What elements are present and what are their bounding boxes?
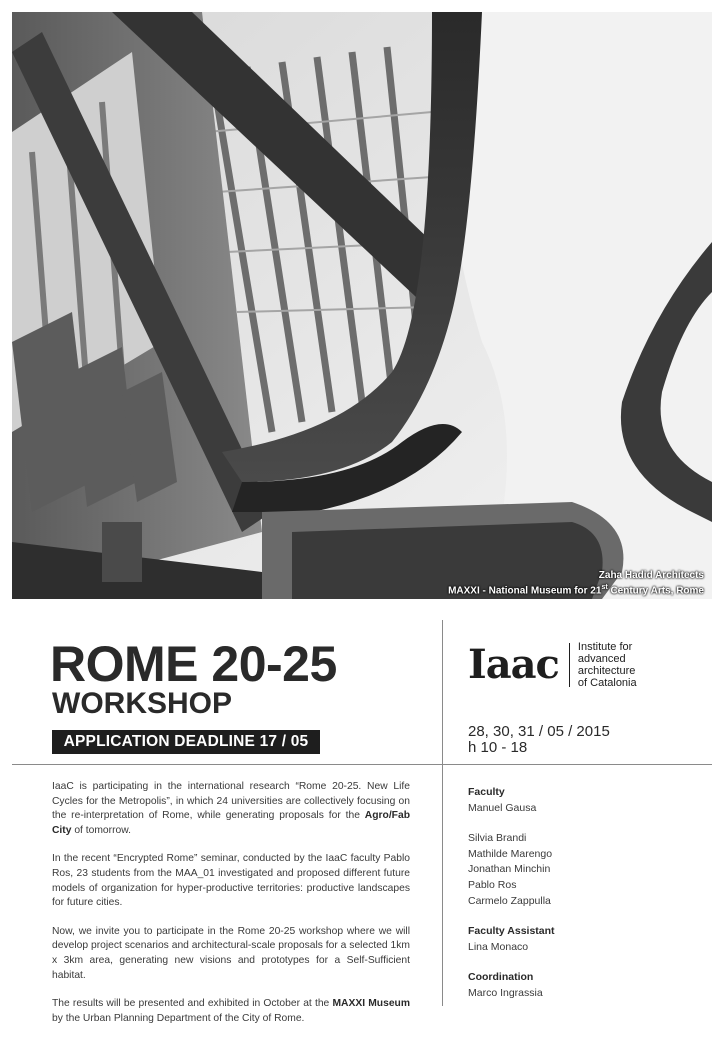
photo-caption [448,570,704,597]
person-name: Mathilde Marengo [468,847,553,860]
credits [468,785,698,1017]
vertical-divider [442,620,443,1006]
person-name: Lina Monaco [468,940,529,953]
logo-line: of Catalonia [577,677,637,689]
logo-line: Institute for [577,641,633,653]
architecture-photo-illustration [12,12,712,599]
iaac-logo [468,640,637,690]
paragraph: IaaC is participating in the international research “Rome 20-25. New Life Cycles for the Metropolis”, in which 24 universities are collectively focusing on the re-interpretation of Rome, while generating proposals for the Agro/Fab City of tomorrow. [52,781,410,836]
deadline-banner: APPLICATION DEADLINE 17 / 05 [52,730,320,754]
dates-hours: h 10 - 18 [468,739,528,756]
agro-fab-city-emphasis: Agro/Fab City [52,810,410,836]
paragraph: The results will be presented and exhibited in October at the MAXXI Museum by the Urban Planning Department of the City of Rome. [52,998,410,1024]
logo-line: architecture [577,665,636,677]
caption-museum: MAXXI - National Museum for 21st Century Arts, Rome [448,583,704,596]
paragraph: In the recent “Encrypted Rome” seminar, conducted by the IaaC faculty Pablo Ros, 23 students from the MAA_01 investigated and proposed different future models of organization for hyper-productive territories: productive landscapes for future cities. [52,853,410,909]
assistant-list [468,940,698,956]
logo-separator [569,643,570,687]
paragraph: Now, we invite you to participate in the Rome 20-25 workshop where we will develop project scenarios and architectural-scale proposals for a selected 1km x 3km area, generating new visions and prototypes for a Self-Sufficient habitat. [52,925,410,981]
coordination-list [468,986,698,1002]
description [52,780,410,1040]
horizontal-divider [12,764,712,765]
logo-mark: Iaac [468,641,559,688]
person-name: Marco Ingrassia [468,986,543,999]
person-name: Manuel Gausa [468,801,537,814]
dates-days: 28, 30, 31 / 05 / 2015 [468,723,610,740]
person-name: Pablo Ros [468,878,517,891]
cover-photo [12,12,712,599]
page-subtitle: WORKSHOP [52,687,232,720]
coordination-heading: Coordination [468,971,534,984]
workshop-dates [468,724,610,756]
person-name: Carmelo Zappulla [468,894,551,907]
maxxi-museum-emphasis: MAXXI Museum [332,998,410,1010]
faculty-lead [468,801,698,817]
caption-architect: Zaha Hadid Architects [598,569,704,581]
logo-line: advanced [577,653,626,665]
person-name: Jonathan Minchin [468,863,551,876]
logo-text [578,641,637,689]
page-title: ROME 20-25 [50,636,337,692]
assistant-heading: Faculty Assistant [468,925,555,938]
person-name: Silvia Brandi [468,832,527,845]
faculty-heading: Faculty [468,786,505,798]
faculty-list [468,831,698,909]
